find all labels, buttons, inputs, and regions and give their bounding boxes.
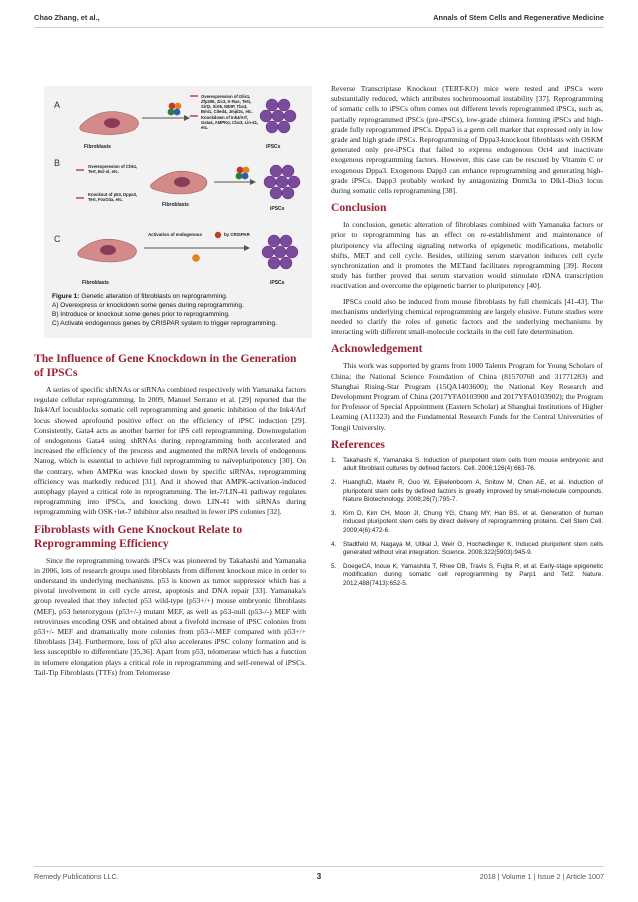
figure-1 [44, 86, 312, 338]
panel-c-ipscs-label: iPSCs [270, 280, 285, 286]
reference-item: 5. DoegeCA, Inoue K, Yamashita T, Rhee DB, Travis S, Fujita R, et al. Early-stage epigenetic modification during somatic cell reprogramming by Parp1 and Tet2. Nature. 2012;488(7413):652-5. [331, 562, 603, 588]
panel-b-fibroblast-icon [150, 171, 207, 194]
panel-a-over-line1: Overexpression of Glis1, [201, 94, 251, 99]
panel-b-ko-line2: Tert, FoxO3a, etc. [88, 197, 123, 202]
paragraph-acknowledgement: This work was supported by grants from 1000 Talents Program for Young Scholars of China; the National Science Foundation of China (81570760 and 31771283) and Shanghai Rising-Star Program (15QA1403600); the National Key Research and Development Program of China (2017YFA0103900 and 2017YFA0103902); the Program for Professor of Special Appointment (Eastern Scholar) at Shanghai Institutions of Higher Learning (A11323) and the Fundamental Research Funds for the Central Universities of Tongji University. [331, 361, 603, 432]
caption-line-b: B) Introduce or knockout some genes prior to reprogramming. [52, 310, 230, 318]
figure-caption [52, 293, 310, 329]
right-column [331, 84, 603, 594]
panel-b-ko-line1: Knockout of p53, Dppa3, [88, 192, 138, 197]
reference-item: 4. Stadtfeld M, Nagaya M, Utikal J, Weir G, Hochedlinger K. Induced pluripotent stem cells generated without viral integration. Science. 2008;322(5903):945-9. [331, 540, 603, 557]
panel-b-ipscs-label: iPSCs [270, 206, 285, 212]
section-heading-knockdown: The Influence of Gene Knockdown in the Generation of IPSCs [34, 352, 297, 379]
panel-b-fibroblasts-label: Fibroblasts [162, 202, 189, 208]
paragraph-conclusion-1: In conclusion, genetic alteration of fibroblasts combined with Yamanaka factors or prior to reprogramming has an effect on re-establishment and maintenance of pluripotency via affecting signaling networks of epigenetic modifications, metabolic shifts, MET and cell cycle. Besides, utilizing serum starvation induces cell cycle synchronization and it promotes the METand facilitates reprogramming [39]. Recent study has further proved that serum starvation would stimulate rDNA transcription reactivation and overcome the epigenetic barrier to pluripotency [40]. [331, 220, 603, 291]
paragraph-conclusion-2: IPSCs could also be induced from mouse fibroblasts by full chemicals [41-43]. The mechanisms underlying chemical reprogramming are largely elusive. Future studies were needed to clarify the roles of genetic factors and the underlying mechanisms by interacting with different small-molecule cocktails in the cell fate determination. [331, 296, 603, 337]
figure-diagram [44, 86, 312, 291]
page-footer [34, 872, 604, 884]
reference-list [331, 457, 603, 589]
caption-title: Figure 1: [52, 293, 80, 300]
reference-item: 2. HuangfuD, Maehr R, Guo W, Eijkelenboom A, Snitow M, Chen AE, et al. Induction of pluripotent stem cells by defined factors is greatly improved by small-molecule compounds. Nature Biotechnology. 2008;26(7):795-7. [331, 479, 603, 504]
panel-c-activation-label: Activation of endogenous [148, 232, 202, 237]
caption-line-a: A) Overexpress or knockdown some genes during reprogramming. [52, 301, 244, 309]
footer-divider [34, 866, 604, 867]
panel-a-fibroblast-icon [80, 112, 139, 135]
panel-b-letter: B [54, 158, 61, 168]
panel-a-over-line3: Sirt2, Sirt6, MDIP, Tbx3, [201, 104, 248, 109]
page-number: 3 [316, 872, 322, 881]
panel-a-over-line2: Zfp296, Zic3, K-Ras, Tet1, [201, 99, 252, 104]
panel-b-over-line1: Overexpression of Chk1, [88, 164, 138, 169]
reference-item: 3. Kim D, Kim CH, Moon JI, Chung YG, Chang MY, Han BS, et al. Generation of human induced pluripotent stem cells by direct delivery of reprogramming proteins. Cell Stem Cell. 2009;4(6):472-6. [331, 509, 603, 535]
footer-publisher: Remedy Publications LLC. [34, 872, 119, 881]
left-column [34, 352, 306, 683]
section-heading-acknowledgement: Acknowledgement [331, 342, 423, 356]
panel-c-red-dot [215, 232, 221, 238]
section-heading-conclusion: Conclusion [331, 201, 387, 215]
running-header [34, 13, 604, 27]
panel-c-orange-dot [192, 254, 200, 262]
panel-b-arrowhead [250, 179, 256, 185]
panel-a-letter: A [54, 100, 61, 110]
panel-c-crispar-label: by CRISPAR [224, 232, 250, 237]
panel-c-fibroblast-icon [78, 239, 137, 262]
panel-a-ipscs-label: iPSCs [266, 144, 281, 150]
panel-a-ipsc-cluster [260, 99, 296, 133]
panel-b-factor-dots [236, 167, 250, 180]
panel-a-ko-line2: Gata4, AMPKα, Cbx3, Lin-41, [201, 120, 259, 125]
panel-c-ipsc-cluster [262, 235, 298, 269]
reference-item: 1. Takahashi K, Yamanaka S. Induction of pluripotent stem cells from mouse embryonic and adult fibroblast cultures by defined factors. Cell. 2006;126(4):663-76. [331, 456, 603, 473]
panel-a-arrowhead [184, 115, 190, 121]
panel-b-over-line2: Tert, Bcl-xl, etc. [88, 169, 119, 174]
panel-c-letter: C [54, 234, 61, 244]
header-journal: Annals of Stem Cells and Regenerative Medicine [433, 13, 604, 22]
panel-a-factor-dots [168, 103, 182, 116]
panel-a-ko-line1: Knockdown of Ink4/Arf, [201, 115, 248, 120]
header-divider [34, 27, 604, 28]
header-authors: Chao Zhang, et al., [34, 13, 100, 22]
panel-a-ko-line3: etc. [201, 125, 209, 130]
panel-a-fibroblasts-label: Fibroblasts [84, 144, 111, 150]
panel-c-arrowhead [244, 245, 250, 251]
caption-line-c: C) Activate endogenous genes by CRISPAR system to trigger reprogramming. [52, 319, 277, 327]
panel-a-over-line4: Bmi1, Cited4, Jmjd2c, etc. [201, 109, 253, 114]
footer-issue-info: 2018 | Volume 1 | Issue 2 | Article 1007 [479, 872, 604, 881]
paragraph-knockout: Since the reprogramming towards iPSCs was pioneered by Takahashi and Yamanaka in 2006, lots of research groups used fibroblasts from different knockout mice in order to understand its underlying mechanisms. p53 is known as tumor suppressor which has a pivotal involvement in cell cycle arrest, apoptosis and DNA repair [33]. Yamanaka's group revealed that they infected p53 wild-type (p53+/+) mouse embryonic fibroblasts (MEF), p53 heterozygous (p53+/-) mutant MEF, as well as p53-null (p53-/-) MEF with retroviruses encoding OSK and obtained about a fivefold increase of iPSC colonies from p53+/- MEF and dramatically more colonies from p53-/-MEF compared with p53+/+ fibroblasts [34]. Furthermore, loss of p53 also accelerates iPSC colony formation and is less susceptible to differentiate [35,36]. Apart from p53, telomerase which has a function in telomere elongation plays a critical role in reprogramming and self-renewal of iPSCs. Tail-Tip Fibroblasts (TTFs) from Telomerase [34, 555, 306, 677]
panel-b-ipsc-cluster [264, 165, 300, 199]
paragraph-knockdown: A series of specific shRNAs or siRNAs combined respectively with Yamanaka factors regulate cellular reprogramming. In 2009, Manuel Serrano et al. [29] reported that the Ink4/Arf locusblocks somatic cell reprogramming and genetic inhibition of the Ink4/Arf locus showed aprofound positive effect on the efficiency of iPSC induction [29]. Consistently, Gata4 acts as another barrier for iPS cell reprogramming. Downregulation of endogenous Gata4 using shRNAs during reprogramming both accelerated and increased the efficiency of the process and augmented the mRNA levels of endogenous Nanog, which is essential to achieve full reprogramming to naïvepluripotency [30]. On the contrary, when AMPKα was knocked down by specific siRNAs, reprogramming efficiency was markedly reduced [31]. And it showed that AMPK-activation-induced autophagy played a critical role in reprogramming. The let-7/LIN-41 pathway regulates reprogramming into iPSCs, and knocking down LIN-41 with siRNAs during reprogramming with OSK+let-7 inhibitor also resulted in fewer iPS colonies [32]. [34, 385, 306, 517]
caption-title-rest: Genetic alteration of fibroblasts on reprogramming. [81, 293, 228, 300]
section-heading-references: References [331, 437, 385, 451]
panel-c-fibroblasts-label: Fibroblasts [82, 280, 109, 286]
section-heading-knockout: Fibroblasts with Gene Knockout Relate to Reprogramming Efficiency [34, 522, 243, 550]
paragraph-continued: Reverse Transcriptase Knockout (TERT-KO) mice were tested and iPSCs were substantially reduced, which attributes tochromosomal instability [37]. Reprogramming of somatic cells to iPSCs often comes out different levels reprogrammed iPSCs, such as, partially reprogrammed iPSCs (pre-iPSCs), low-grade chimera forming iPSCs and high-grade fully reprogrammed iPSCs. Dppa3 is a germ cell marker that expressed only in low grade and high grade iPSCs. Reprogramming of Dppa3-knockout fibroblasts with OSKM generated only pre-iPSCs that failed to express endogenous Oct4 and inactivate exogenous reprogramming factors. However, this case can be rescued by Vitamin C or exogenous Dppa3. Exogenous Dapp3 can enhance reprogramming and generating high-grade iPSCs. Dapp3 probably worked by antagonizing Dnmt3a to Dlk1-Dio3 locus during somatic cells reprogramming [38]. [331, 84, 603, 196]
